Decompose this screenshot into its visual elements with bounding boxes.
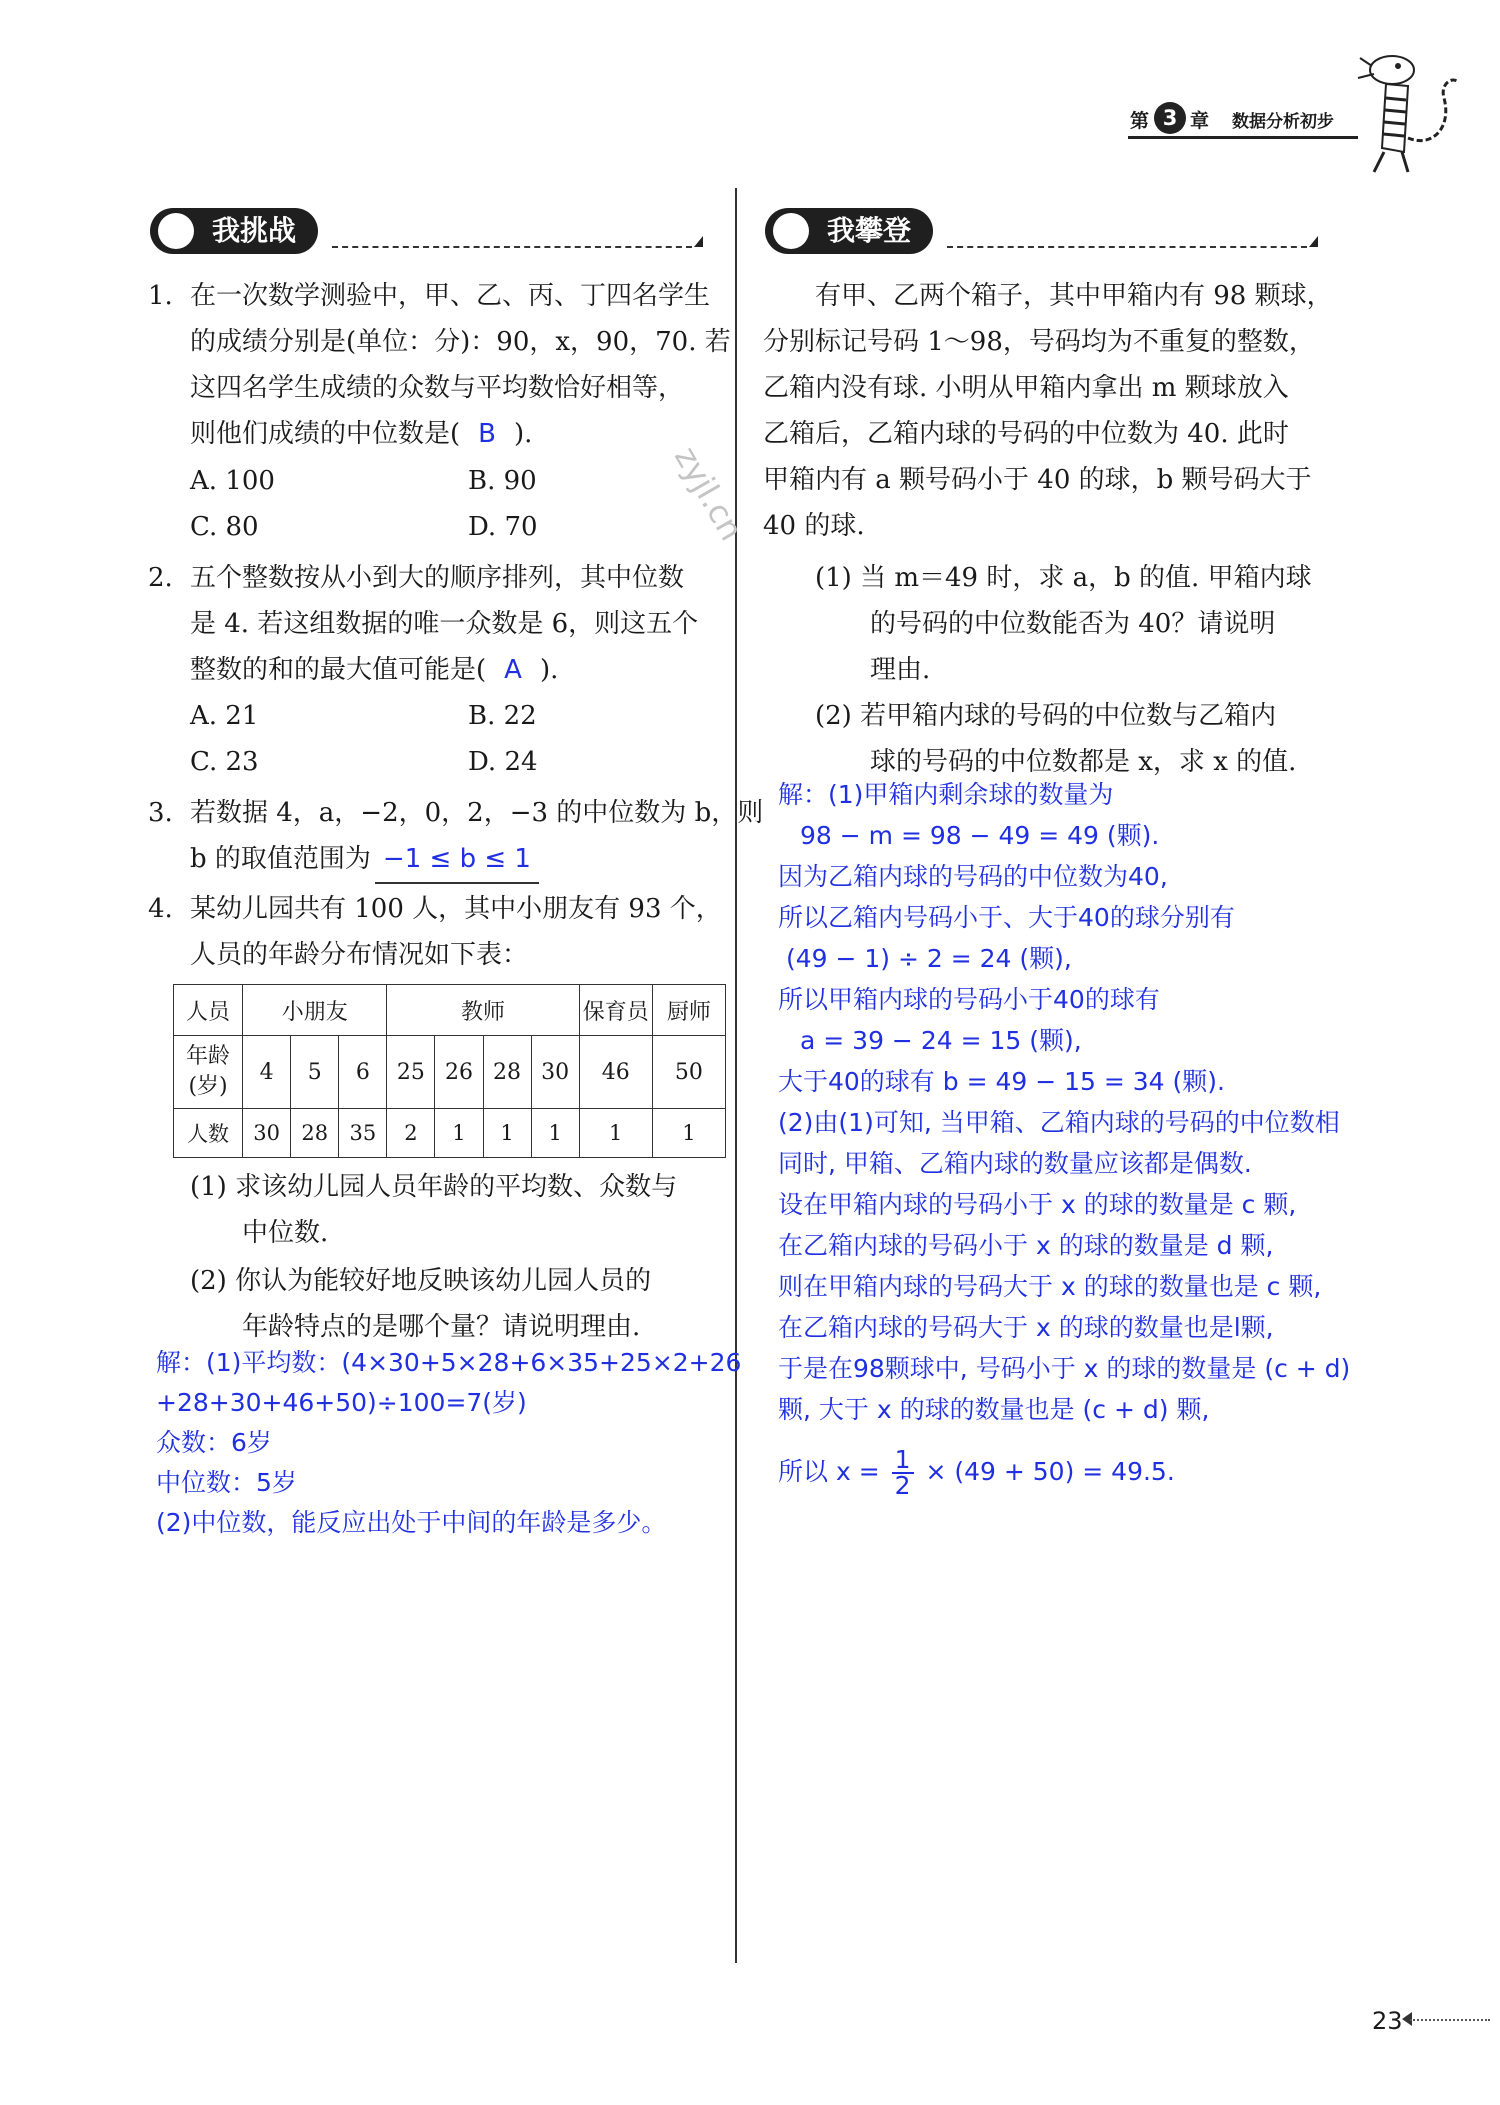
table-cell: 1	[435, 1109, 483, 1158]
section-badge-climb	[765, 208, 933, 254]
table-cell: 6	[339, 1036, 387, 1109]
solution-line: (49 − 1) ÷ 2 = 24 (颗),	[786, 944, 1072, 973]
q2-line	[190, 647, 558, 693]
q3-number: 3.	[148, 798, 173, 828]
table-cell: 教师	[387, 985, 579, 1036]
table-cell: 保育员	[579, 985, 652, 1036]
solution-line: 所以甲箱内球的号码小于40的球有	[778, 985, 1160, 1014]
fraction	[892, 1445, 914, 1500]
solution-line: 在乙箱内球的号码大于 x 的球的数量也是l颗,	[778, 1313, 1274, 1342]
q1-line: 在一次数学测验中，甲、乙、丙、丁四名学生	[190, 281, 711, 311]
q3-line: 若数据 4，a，−2，0，2，−3 的中位数为 b，则	[190, 798, 764, 828]
table-row	[174, 1036, 726, 1109]
q4-solution-line: (2)中位数，能反应出处于中间的年龄是多少。	[156, 1508, 667, 1537]
q1-option: B. 90	[468, 466, 537, 496]
solution-line: (2)由(1)可知, 当甲箱、乙箱内球的号码的中位数相	[778, 1108, 1340, 1137]
q4-sub2: (2) 你认为能较好地反映该幼儿园人员的	[190, 1266, 652, 1296]
q2-option: A. 21	[190, 701, 259, 731]
solution-line: 同时, 甲箱、乙箱内球的数量应该都是偶数.	[778, 1149, 1252, 1178]
table-cell: 厨师	[652, 985, 725, 1036]
lightbulb-icon	[158, 213, 194, 249]
q4-solution-line: +28+30+46+50)÷100=7(岁)	[156, 1388, 527, 1417]
watermark: zyjl.cn	[667, 440, 751, 547]
table-cell: 5	[291, 1036, 339, 1109]
final-answer-line	[778, 1445, 1175, 1500]
q1-line	[190, 411, 532, 457]
table-row	[174, 1109, 726, 1158]
table-cell: 50	[652, 1036, 725, 1109]
table-cell: 1	[652, 1109, 725, 1158]
final-post: × (49 + 50) = 49.5.	[925, 1457, 1175, 1486]
solution-line: 大于40的球有 b = 49 − 15 = 34 (颗).	[778, 1067, 1225, 1096]
q4-sub1: 中位数.	[242, 1218, 329, 1248]
q4-line: 人员的年龄分布情况如下表：	[190, 940, 529, 970]
sub1-line: 的号码的中位数能否为 40？请说明	[870, 609, 1276, 639]
problem-line: 乙箱后，乙箱内球的号码的中位数为 40. 此时	[763, 419, 1289, 449]
table-cell: 30	[531, 1036, 579, 1109]
sub1-line: 理由.	[870, 655, 931, 685]
page-number: 23	[1372, 2007, 1403, 2035]
problem-line: 有甲、乙两个箱子，其中甲箱内有 98 颗球，	[815, 281, 1333, 311]
table-cell: 28	[483, 1036, 531, 1109]
problem-line: 40 的球.	[763, 511, 865, 541]
fraction-denominator: 2	[894, 1471, 911, 1500]
q2-number: 2.	[148, 563, 173, 593]
table-cell: 人数	[174, 1109, 243, 1158]
q2-line: 五个整数按从小到大的顺序排列，其中位数	[190, 563, 685, 593]
column-divider	[735, 188, 737, 1963]
dash-end-icon	[694, 236, 703, 247]
plant-icon	[773, 213, 809, 249]
solution-line: a = 39 − 24 = 15 (颗),	[800, 1026, 1082, 1055]
divider-dashes	[947, 246, 1307, 248]
chapter-title: 数据分析初步	[1232, 112, 1334, 132]
problem-line: 甲箱内有 a 颗号码小于 40 的球，b 颗号码大于	[763, 465, 1312, 495]
table-cell: 30	[243, 1109, 291, 1158]
solution-line: 所以乙箱内号码小于、大于40的球分别有	[778, 903, 1235, 932]
solution-line: 解：(1)甲箱内剩余球的数量为	[778, 780, 1114, 809]
q1-option: D. 70	[468, 512, 538, 542]
q1-line: 这四名学生成绩的众数与平均数恰好相等，	[190, 373, 685, 403]
q2-option: D. 24	[468, 747, 538, 777]
age-distribution-table	[173, 984, 726, 1158]
solution-line: 在乙箱内球的号码小于 x 的球的数量是 d 颗,	[778, 1231, 1274, 1260]
problem-line: 乙箱内没有球. 小明从甲箱内拿出 m 颗球放入	[763, 373, 1289, 403]
q3-answer: −1 ≤ b ≤ 1	[375, 836, 539, 884]
solution-line: 98 − m = 98 − 49 = 49 (颗).	[800, 821, 1160, 850]
chapter-number: 3	[1154, 102, 1186, 134]
table-cell: 26	[435, 1036, 483, 1109]
table-header-row	[174, 985, 726, 1036]
q4-line: 某幼儿园共有 100 人，其中小朋友有 93 个，	[190, 894, 722, 924]
page-dots	[1410, 2019, 1490, 2021]
q4-solution-line: 中位数：5岁	[156, 1468, 297, 1497]
table-cell: 1	[531, 1109, 579, 1158]
table-cell: 年龄 (岁)	[174, 1036, 243, 1109]
dash-end-icon	[1309, 236, 1318, 247]
q3-line	[190, 836, 539, 884]
final-pre: 所以 x =	[778, 1457, 880, 1486]
table-cell: 35	[339, 1109, 387, 1158]
solution-line: 则在甲箱内球的号码大于 x 的球的数量也是 c 颗,	[778, 1272, 1322, 1301]
table-cell: 1	[579, 1109, 652, 1158]
solution-line: 设在甲箱内球的号码小于 x 的球的数量是 c 颗,	[778, 1190, 1297, 1219]
sub2-line: (2) 若甲箱内球的号码的中位数与乙箱内	[815, 701, 1277, 731]
q2-option: C. 23	[190, 747, 259, 777]
tiger-mascot-icon	[1352, 48, 1472, 178]
table-cell: 2	[387, 1109, 435, 1158]
table-cell: 4	[243, 1036, 291, 1109]
divider-dashes	[332, 246, 692, 248]
sub1-line: (1) 当 m＝49 时，求 a，b 的值. 甲箱内球	[815, 563, 1312, 593]
chapter-suffix: 章	[1190, 110, 1210, 132]
q4-number: 4.	[148, 894, 173, 924]
q2-option: B. 22	[468, 701, 537, 731]
solution-line: 因为乙箱内球的号码的中位数为40,	[778, 862, 1168, 891]
q1-option: C. 80	[190, 512, 259, 542]
fraction-numerator: 1	[892, 1448, 914, 1474]
solution-line: 颗, 大于 x 的球的数量也是 (c + d) 颗,	[778, 1395, 1210, 1424]
q2-answer: A	[504, 655, 522, 685]
sub2-line: 球的号码的中位数都是 x，求 x 的值.	[870, 747, 1297, 777]
q1-line-post: ).	[514, 419, 533, 449]
table-cell: 46	[579, 1036, 652, 1109]
q2-line-pre: 整数的和的最大值可能是(	[190, 655, 487, 685]
section-title: 我攀登	[827, 214, 912, 247]
section-badge-challenge	[150, 208, 318, 254]
q4-solution-line: 解：(1)平均数：(4×30+5×28+6×35+25×2+26	[156, 1348, 742, 1377]
q4-sub1: (1) 求该幼儿园人员年龄的平均数、众数与	[190, 1172, 678, 1202]
chapter-header	[1128, 106, 1358, 139]
chapter-prefix: 第	[1130, 110, 1150, 132]
q1-answer: B	[478, 419, 496, 449]
section-title: 我挑战	[212, 214, 297, 247]
problem-line: 分别标记号码 1～98，号码均为不重复的整数，	[763, 327, 1315, 357]
q1-option: A. 100	[190, 466, 275, 496]
q1-line-pre: 则他们成绩的中位数是(	[190, 419, 461, 449]
table-cell: 1	[483, 1109, 531, 1158]
q4-solution-line: 众数：6岁	[156, 1428, 272, 1457]
q1-number: 1.	[148, 281, 173, 311]
table-cell: 小朋友	[243, 985, 387, 1036]
q3-line-pre: b 的取值范围为	[190, 844, 371, 874]
q2-line-post: ).	[539, 655, 559, 685]
q1-line: 的成绩分别是(单位：分)：90，x，90，70. 若	[190, 327, 731, 357]
q2-line: 是 4. 若这组数据的唯一众数是 6，则这五个	[190, 609, 699, 639]
table-cell: 28	[291, 1109, 339, 1158]
q4-sub2: 年龄特点的是哪个量？请说明理由.	[242, 1312, 641, 1342]
solution-line: 于是在98颗球中, 号码小于 x 的球的数量是 (c + d)	[778, 1354, 1351, 1383]
table-cell: 人员	[174, 985, 243, 1036]
table-cell: 25	[387, 1036, 435, 1109]
